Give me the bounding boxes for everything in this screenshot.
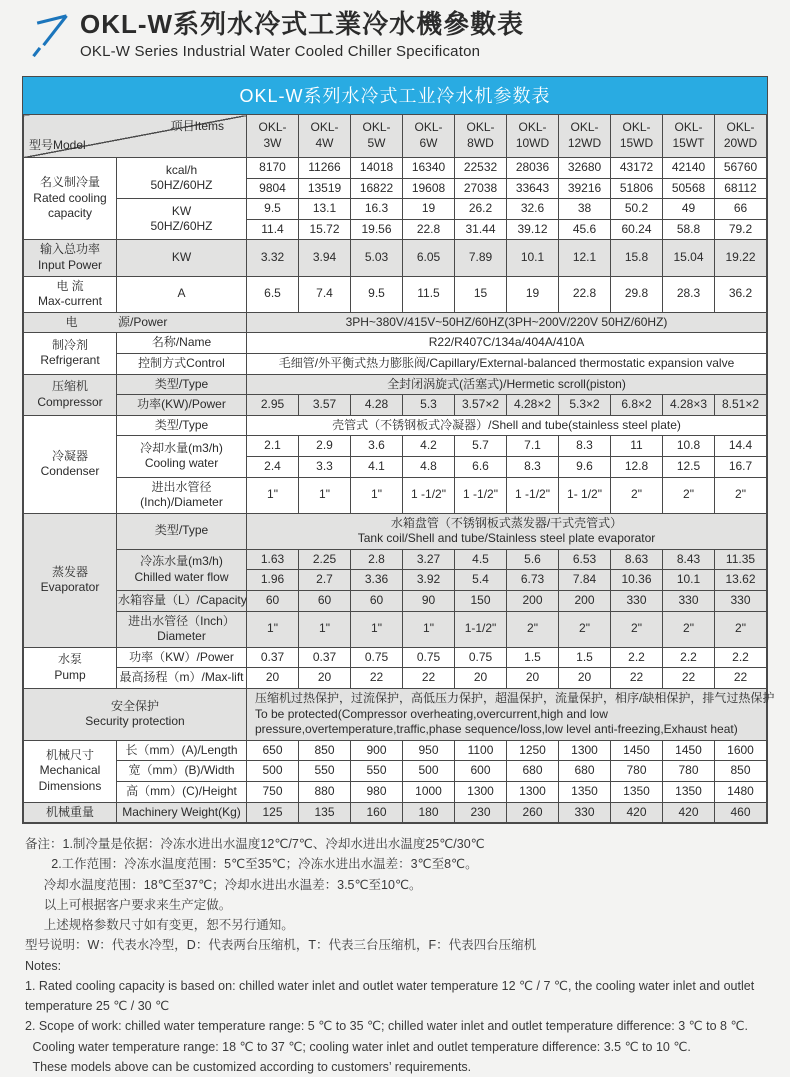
value-cell: 66: [715, 199, 767, 220]
value-cell: 1": [299, 477, 351, 513]
value-cell: 600: [455, 761, 507, 782]
page-title: OKL-W系列水冷式工業冷水機參數表: [80, 9, 525, 39]
value-cell: 50.2: [611, 199, 663, 220]
model-header-cell: OKL- 12WD: [559, 115, 611, 158]
value-cell: 19: [403, 199, 455, 220]
item-cell: 控制方式Control: [117, 353, 247, 374]
merged-value-cell: 3PH~380V/415V~50HZ/60HZ(3PH~200V/220V 50HZ/60HZ): [247, 312, 767, 333]
value-cell: 11.5: [403, 276, 455, 312]
value-cell: 125: [247, 802, 299, 823]
value-cell: 1-1/2": [455, 611, 507, 647]
value-cell: 10.1: [507, 240, 559, 276]
category-cell: 电 流 Max-current: [24, 276, 117, 312]
value-cell: 330: [663, 591, 715, 612]
value-cell: 14.4: [715, 436, 767, 457]
value-cell: 22: [611, 668, 663, 689]
category-cell: 冷凝器 Condenser: [24, 415, 117, 513]
value-cell: 9.5: [247, 199, 299, 220]
value-cell: 10.8: [663, 436, 715, 457]
value-cell: 26.2: [455, 199, 507, 220]
value-cell: 1 -1/2": [455, 477, 507, 513]
value-cell: 1450: [663, 740, 715, 761]
value-cell: 32.6: [507, 199, 559, 220]
value-cell: 11.35: [715, 549, 767, 570]
value-cell: 16.3: [351, 199, 403, 220]
model-header-cell: OKL- 3W: [247, 115, 299, 158]
note-line: These models above can be customized according to customers’ requirements.: [32, 1059, 472, 1074]
category-cell: 名义制冷量 Rated cooling capacity: [24, 158, 117, 240]
value-cell: 2": [611, 611, 663, 647]
model-header-cell: OKL- 4W: [299, 115, 351, 158]
value-cell: 1480: [715, 782, 767, 803]
value-cell: 31.44: [455, 219, 507, 240]
value-cell: 2": [715, 611, 767, 647]
value-cell: 58.8: [663, 219, 715, 240]
value-cell: 330: [715, 591, 767, 612]
value-cell: 3.3: [299, 456, 351, 477]
value-cell: 1100: [455, 740, 507, 761]
value-cell: 11: [611, 436, 663, 457]
value-cell: 20: [559, 668, 611, 689]
value-cell: 1.5: [559, 647, 611, 668]
value-cell: 51806: [611, 178, 663, 199]
value-cell: 1450: [611, 740, 663, 761]
item-cell: 冷冻水量(m3/h) Chilled water flow: [117, 549, 247, 590]
value-cell: 1": [247, 477, 299, 513]
model-header-cell: OKL- 5W: [351, 115, 403, 158]
value-cell: 7.4: [299, 276, 351, 312]
note-line: 备注：1.制冷量是依据：冷冻水进出水温度12℃/7℃、冷却水进出水温度25℃/30℃: [25, 837, 485, 852]
value-cell: 22.8: [559, 276, 611, 312]
value-cell: 2": [559, 611, 611, 647]
value-cell: 4.8: [403, 456, 455, 477]
category-cell: 蒸发器 Evaporator: [24, 513, 117, 647]
value-cell: 32680: [559, 158, 611, 179]
merged-value-cell: 毛细管/外平衡式热力膨胀阀/Capillary/External-balanced thermostatic expansion valve: [247, 353, 767, 374]
value-cell: 200: [507, 591, 559, 612]
value-cell: 200: [559, 591, 611, 612]
value-cell: 12.5: [663, 456, 715, 477]
item-cell: A: [117, 276, 247, 312]
value-cell: 6.8×2: [611, 395, 663, 416]
value-cell: 2": [507, 611, 559, 647]
value-cell: 11266: [299, 158, 351, 179]
item-cell: 最高扬程（m）/Max-lift: [117, 668, 247, 689]
value-cell: 45.6: [559, 219, 611, 240]
notes-section: [25, 834, 765, 1077]
value-cell: 6.53: [559, 549, 611, 570]
value-cell: 230: [455, 802, 507, 823]
note-line: temperature 25 ℃ / 30 ℃: [25, 999, 170, 1014]
note-line: Notes:: [25, 958, 62, 973]
value-cell: 420: [663, 802, 715, 823]
value-cell: 10.36: [611, 570, 663, 591]
value-cell: 5.3×2: [559, 395, 611, 416]
item-cell: 宽（mm）(B)/Width: [117, 761, 247, 782]
value-cell: 5.6: [507, 549, 559, 570]
value-cell: 550: [299, 761, 351, 782]
value-cell: 16822: [351, 178, 403, 199]
value-cell: 36.2: [715, 276, 767, 312]
value-cell: 2": [663, 611, 715, 647]
value-cell: 2.1: [247, 436, 299, 457]
item-cell: Machinery Weight(Kg): [117, 802, 247, 823]
value-cell: 6.05: [403, 240, 455, 276]
category-cell: 压缩机 Compressor: [24, 374, 117, 415]
category-cell: 水泵 Pump: [24, 647, 117, 688]
item-cell: KW: [117, 240, 247, 276]
value-cell: 1": [351, 611, 403, 647]
value-cell: 1300: [559, 740, 611, 761]
value-cell: 19: [507, 276, 559, 312]
value-cell: 3.57×2: [455, 395, 507, 416]
value-cell: 38: [559, 199, 611, 220]
value-cell: 9.6: [559, 456, 611, 477]
value-cell: 79.2: [715, 219, 767, 240]
value-cell: 6.73: [507, 570, 559, 591]
value-cell: 1350: [611, 782, 663, 803]
value-cell: 15.04: [663, 240, 715, 276]
value-cell: 1350: [559, 782, 611, 803]
value-cell: 60: [351, 591, 403, 612]
note-line: 以上可根据客户要求来生产定做。: [43, 897, 232, 912]
category-cell: 安全保护 Security protection: [24, 689, 247, 741]
value-cell: 2": [611, 477, 663, 513]
item-cell: 类型/Type: [117, 415, 247, 436]
note-line: 上述规格参数尺寸如有变更，恕不另行通知。: [43, 918, 294, 933]
category-cell: 机械尺寸 Mechanical Dimensions: [24, 740, 117, 802]
value-cell: 15.8: [611, 240, 663, 276]
model-header-cell: OKL- 10WD: [507, 115, 559, 158]
value-cell: 5.7: [455, 436, 507, 457]
value-cell: 1": [403, 611, 455, 647]
value-cell: 1.5: [507, 647, 559, 668]
value-cell: 2.2: [715, 647, 767, 668]
value-cell: 15.72: [299, 219, 351, 240]
value-cell: 60: [247, 591, 299, 612]
value-cell: 19.22: [715, 240, 767, 276]
value-cell: 5.4: [455, 570, 507, 591]
merged-value-cell: 水箱盘管（不锈钢板式蒸发器/干式壳管式） Tank coil/Shell and tube/Stainless steel plate evaporator: [247, 513, 767, 549]
value-cell: 1.63: [247, 549, 299, 570]
note-line: 1. Rated cooling capacity is based on: chilled water inlet and outlet water temperature 12 ℃ / 7 ℃, the cooling water inlet and outlet: [25, 978, 755, 993]
item-cell: 进出水管径 (Inch)/Diameter: [117, 477, 247, 513]
value-cell: 4.1: [351, 456, 403, 477]
value-cell: 4.28×3: [663, 395, 715, 416]
value-cell: 19.56: [351, 219, 403, 240]
value-cell: 22: [663, 668, 715, 689]
value-cell: 150: [455, 591, 507, 612]
value-cell: 650: [247, 740, 299, 761]
value-cell: 500: [247, 761, 299, 782]
value-cell: 29.8: [611, 276, 663, 312]
value-cell: 42140: [663, 158, 715, 179]
merged-value-cell: R22/R407C/134a/404A/410A: [247, 333, 767, 354]
value-cell: 980: [351, 782, 403, 803]
page-header: [0, 0, 790, 62]
value-cell: 2": [663, 477, 715, 513]
value-cell: 1": [351, 477, 403, 513]
value-cell: 1 -1/2": [403, 477, 455, 513]
value-cell: 8.3: [507, 456, 559, 477]
value-cell: 8.3: [559, 436, 611, 457]
model-header-cell: OKL- 15WD: [611, 115, 663, 158]
value-cell: 56760: [715, 158, 767, 179]
value-cell: 2.2: [663, 647, 715, 668]
value-cell: 3.27: [403, 549, 455, 570]
value-cell: 20: [507, 668, 559, 689]
value-cell: 330: [611, 591, 663, 612]
item-cell: kcal/h 50HZ/60HZ: [117, 158, 247, 199]
corner-model-label: 型号Model: [29, 138, 86, 153]
value-cell: 13.1: [299, 199, 351, 220]
value-cell: 8.51×2: [715, 395, 767, 416]
value-cell: 2.95: [247, 395, 299, 416]
value-cell: 750: [247, 782, 299, 803]
value-cell: 680: [559, 761, 611, 782]
value-cell: 0.75: [403, 647, 455, 668]
value-cell: 8.43: [663, 549, 715, 570]
model-header-cell: OKL- 15WT: [663, 115, 715, 158]
value-cell: 27038: [455, 178, 507, 199]
value-cell: 460: [715, 802, 767, 823]
note-line: 型号说明：W：代表水冷型，D：代表两台压缩机，T：代表三台压缩机，F：代表四台压缩机: [25, 938, 537, 953]
value-cell: 11.4: [247, 219, 299, 240]
value-cell: 10.1: [663, 570, 715, 591]
value-cell: 4.5: [455, 549, 507, 570]
category-cell: 输入总功率 Input Power: [24, 240, 117, 276]
value-cell: 1300: [507, 782, 559, 803]
value-cell: 13519: [299, 178, 351, 199]
note-line: 2. Scope of work: chilled water temperature range: 5 ℃ to 35 ℃; chilled water inlet and outlet temperature difference: 3 ℃ to 8 ℃.: [25, 1019, 748, 1034]
value-cell: 9.5: [351, 276, 403, 312]
merged-value-cell: 压缩机过热保护，过流保护，高低压力保护，超温保护，流量保护，相序/缺相保护，排气过热保护 To be protected(Compressor overheating,overcurrent,high and low pressure,overtemperature,traffic,phase sequence/loss,low level anti-freezing,Exhaust heat): [247, 689, 767, 741]
value-cell: 13.62: [715, 570, 767, 591]
item-cell: KW 50HZ/60HZ: [117, 199, 247, 240]
value-cell: 60.24: [611, 219, 663, 240]
value-cell: 2": [715, 477, 767, 513]
value-cell: 880: [299, 782, 351, 803]
value-cell: 2.2: [611, 647, 663, 668]
arrow-up-right-icon: [28, 10, 72, 62]
value-cell: 22532: [455, 158, 507, 179]
value-cell: 550: [351, 761, 403, 782]
value-cell: 3.57: [299, 395, 351, 416]
value-cell: 14018: [351, 158, 403, 179]
value-cell: 1600: [715, 740, 767, 761]
category-cell: 制冷剂 Refrigerant: [24, 333, 117, 374]
item-cell: 冷却水量(m3/h) Cooling water: [117, 436, 247, 477]
item-cell: 类型/Type: [117, 513, 247, 549]
value-cell: 180: [403, 802, 455, 823]
value-cell: 4.28×2: [507, 395, 559, 416]
value-cell: 3.92: [403, 570, 455, 591]
item-cell: 进出水管径（Inch） Diameter: [117, 611, 247, 647]
value-cell: 850: [299, 740, 351, 761]
item-cell: 高（mm）(C)/Height: [117, 782, 247, 803]
value-cell: 0.75: [351, 647, 403, 668]
value-cell: 20: [247, 668, 299, 689]
value-cell: 3.6: [351, 436, 403, 457]
value-cell: 500: [403, 761, 455, 782]
value-cell: 330: [559, 802, 611, 823]
value-cell: 1 -1/2": [507, 477, 559, 513]
value-cell: 7.84: [559, 570, 611, 591]
spec-table: [23, 114, 775, 823]
value-cell: 2.25: [299, 549, 351, 570]
value-cell: 3.32: [247, 240, 299, 276]
value-cell: 90: [403, 591, 455, 612]
value-cell: 850: [715, 761, 767, 782]
value-cell: 780: [611, 761, 663, 782]
value-cell: 0.75: [455, 647, 507, 668]
note-line: 冷却水温度范围：18℃至37℃；冷却水进出水温差：3.5℃至10℃。: [43, 877, 422, 892]
value-cell: 20: [299, 668, 351, 689]
page-subtitle: OKL-W Series Industrial Water Cooled Chiller Specificaton: [80, 42, 481, 60]
value-cell: 2.4: [247, 456, 299, 477]
corner-items-label: 项目Items: [170, 119, 224, 133]
value-cell: 15: [455, 276, 507, 312]
value-cell: 22: [403, 668, 455, 689]
value-cell: 260: [507, 802, 559, 823]
value-cell: 4.2: [403, 436, 455, 457]
spec-table-title: OKL-W系列水冷式工业冷水机参数表: [23, 77, 767, 114]
item-cell: 类型/Type: [117, 374, 247, 395]
value-cell: 39216: [559, 178, 611, 199]
model-header-cell: OKL- 20WD: [715, 115, 767, 158]
note-line: Cooling water temperature range: 18 ℃ to 37 ℃; cooling water inlet and outlet temperature difference: 3.5 ℃ to 10 ℃.: [32, 1039, 691, 1054]
power-source-cell: 电 源/Power: [24, 312, 247, 333]
spec-table-body: [24, 115, 775, 823]
value-cell: 680: [507, 761, 559, 782]
value-cell: 20: [455, 668, 507, 689]
value-cell: 28036: [507, 158, 559, 179]
value-cell: 1- 1/2": [559, 477, 611, 513]
category-cell: 机械重量: [24, 802, 117, 823]
value-cell: 2.7: [299, 570, 351, 591]
value-cell: 7.89: [455, 240, 507, 276]
value-cell: 8.63: [611, 549, 663, 570]
model-header-cell: OKL- 8WD: [455, 115, 507, 158]
item-cell: 水箱容量（L）/Capacity: [117, 591, 247, 612]
value-cell: 12.1: [559, 240, 611, 276]
value-cell: 6.6: [455, 456, 507, 477]
value-cell: 1300: [455, 782, 507, 803]
value-cell: 1": [247, 611, 299, 647]
value-cell: 1000: [403, 782, 455, 803]
corner-cell: [24, 115, 247, 158]
value-cell: 5.03: [351, 240, 403, 276]
value-cell: 28.3: [663, 276, 715, 312]
value-cell: 8170: [247, 158, 299, 179]
merged-value-cell: 全封闭涡旋式(活塞式)/Hermetic scroll(piston): [247, 374, 767, 395]
value-cell: 2.8: [351, 549, 403, 570]
value-cell: 0.37: [299, 647, 351, 668]
value-cell: 780: [663, 761, 715, 782]
merged-value-cell: 壳管式（不锈钢板式冷凝器）/Shell and tube(stainless steel plate): [247, 415, 767, 436]
value-cell: 12.8: [611, 456, 663, 477]
value-cell: 900: [351, 740, 403, 761]
value-cell: 22: [351, 668, 403, 689]
model-header-cell: OKL- 6W: [403, 115, 455, 158]
value-cell: 16340: [403, 158, 455, 179]
value-cell: 160: [351, 802, 403, 823]
item-cell: 功率（KW）/Power: [117, 647, 247, 668]
value-cell: 135: [299, 802, 351, 823]
item-cell: 功率(KW)/Power: [117, 395, 247, 416]
value-cell: 33643: [507, 178, 559, 199]
spec-table-container: [22, 76, 775, 824]
value-cell: 4.28: [351, 395, 403, 416]
note-line: 2.工作范围：冷冻水温度范围：5℃至35℃；冷冻水进出水温差：3℃至8℃。: [51, 857, 478, 872]
item-cell: 名称/Name: [117, 333, 247, 354]
value-cell: 43172: [611, 158, 663, 179]
value-cell: 1": [299, 611, 351, 647]
value-cell: 1.96: [247, 570, 299, 591]
value-cell: 420: [611, 802, 663, 823]
value-cell: 49: [663, 199, 715, 220]
value-cell: 22: [715, 668, 767, 689]
value-cell: 2.9: [299, 436, 351, 457]
value-cell: 68112: [715, 178, 767, 199]
value-cell: 5.3: [403, 395, 455, 416]
value-cell: 9804: [247, 178, 299, 199]
value-cell: 0.37: [247, 647, 299, 668]
value-cell: 1350: [663, 782, 715, 803]
value-cell: 6.5: [247, 276, 299, 312]
value-cell: 22.8: [403, 219, 455, 240]
value-cell: 19608: [403, 178, 455, 199]
value-cell: 16.7: [715, 456, 767, 477]
item-cell: 长（mm）(A)/Length: [117, 740, 247, 761]
value-cell: 950: [403, 740, 455, 761]
value-cell: 3.36: [351, 570, 403, 591]
value-cell: 50568: [663, 178, 715, 199]
value-cell: 3.94: [299, 240, 351, 276]
value-cell: 1250: [507, 740, 559, 761]
value-cell: 60: [299, 591, 351, 612]
value-cell: 7.1: [507, 436, 559, 457]
value-cell: 39.12: [507, 219, 559, 240]
